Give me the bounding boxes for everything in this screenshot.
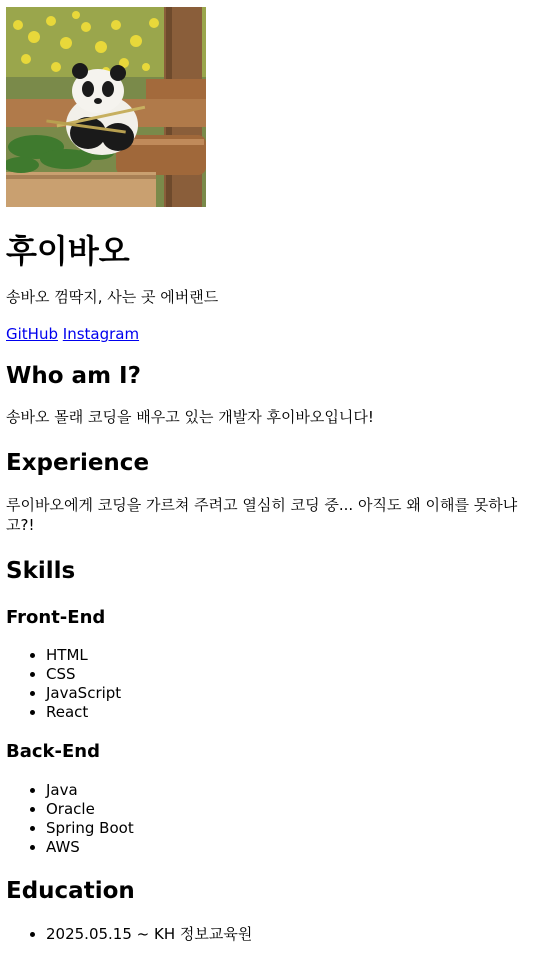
- github-link[interactable]: GitHub: [6, 325, 58, 343]
- skill-item: • React: [46, 703, 526, 722]
- experience-text: 루이바오에게 코딩을 가르쳐 주려고 열심히 코딩 중... 아직도 왜 이해를 못하냐고?!: [6, 496, 518, 534]
- profile-page: [6, 7, 526, 944]
- panda-photo-icon: [6, 7, 206, 207]
- education-item: • 2025.05.15 ~ KH 정보교육원: [46, 925, 526, 944]
- education-heading: Education: [6, 878, 135, 904]
- backend-heading: Back-End: [6, 741, 100, 762]
- social-links: [6, 324, 526, 344]
- skill-item: • CSS: [46, 665, 526, 684]
- skill-item: • AWS: [46, 838, 526, 857]
- profile-name: 후이바오: [6, 232, 130, 270]
- instagram-link[interactable]: Instagram: [62, 325, 140, 343]
- skill-item: • Java: [46, 781, 526, 800]
- skill-item: • HTML: [46, 646, 526, 665]
- experience-heading: Experience: [6, 450, 150, 476]
- profile-subtitle: 송바오 껌딱지, 사는 곳 에버랜드: [6, 288, 219, 306]
- skill-item: • JavaScript: [46, 684, 526, 703]
- about-heading: Who am I?: [6, 363, 141, 389]
- education-list: [6, 925, 526, 944]
- about-text: 송바오 몰래 코딩을 배우고 있는 개발자 후이바오입니다!: [6, 408, 374, 426]
- backend-skill-list: [6, 781, 526, 857]
- skills-heading: Skills: [6, 558, 76, 584]
- frontend-heading: Front-End: [6, 607, 106, 628]
- skill-item: • Oracle: [46, 800, 526, 819]
- frontend-skill-list: [6, 646, 526, 722]
- skill-item: • Spring Boot: [46, 819, 526, 838]
